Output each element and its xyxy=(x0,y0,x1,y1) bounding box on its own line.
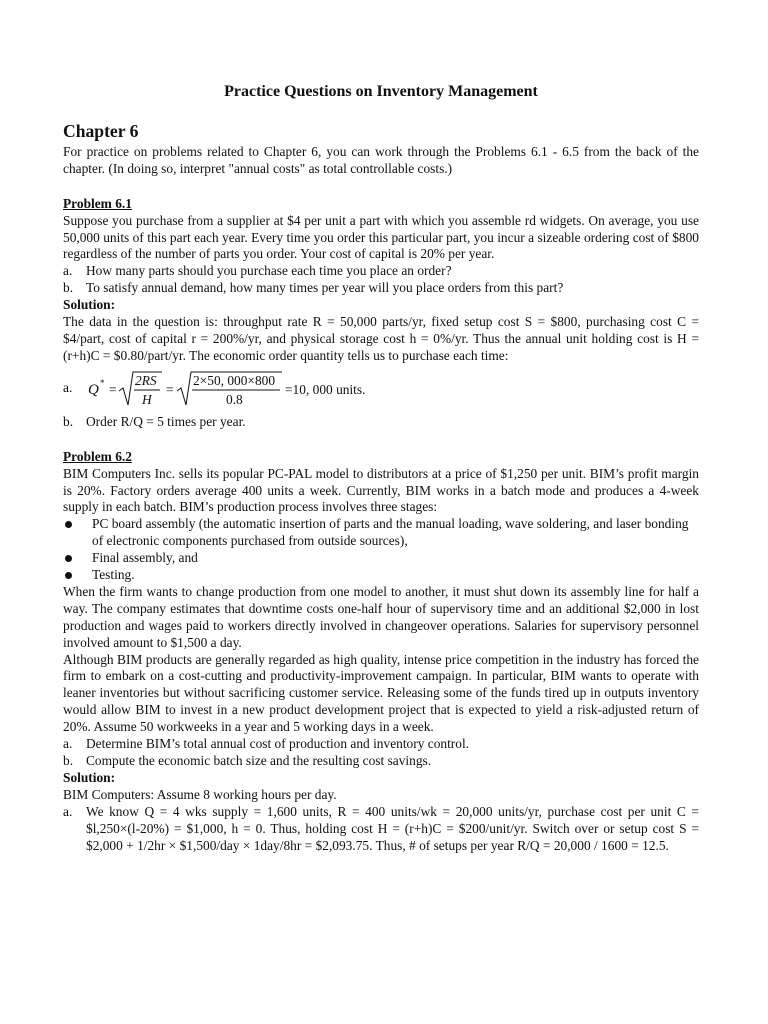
problem-6-2-heading: Problem 6.2 xyxy=(63,448,132,464)
problem-6-2-body-3: Although BIM products are generally regarded as high quality, intense price competition in the industry has forced the firm to embark on a cost-cutting and productivity-improvement campaign. In particular, BIM wants to operate with leaner inventories but without sacrificing customer service. Releasing some of the funds tired up in outputs inventory would allow BIM to invest in a new product development project that is expected to yield a risk-adjusted return of 20%. Assume 50 workweeks in a year and 5 working days in a week. xyxy=(63,651,699,735)
equals-1: = xyxy=(109,381,117,397)
solution-label: Solution: xyxy=(63,769,116,785)
item-text: We know Q = 4 wks supply = 1,600 units, R = 400 units/wk = 20,000 units/yr, purchase cost per unit C = $l,250×(l-20%) = $1,000, h = 0. Thus, holding cost H = (r+h)C = $200/unit/yr. Switch over or setup cost S = $2,000 + 1/2hr × $1,500/day × 1day/8hr = $2,093.75. Thus, # of setups per year R/Q = 20,000 / 1600 = 12.5. xyxy=(86,803,699,853)
solution-text: BIM Computers: Assume 8 working hours per day. xyxy=(63,786,337,802)
solution-a xyxy=(63,804,699,855)
bullet-dot xyxy=(63,567,92,584)
item-label: a. xyxy=(63,736,73,752)
formula-result: =10, 000 units. xyxy=(285,381,366,397)
document-title: Practice Questions on Inventory Management xyxy=(224,83,538,100)
solution-label: Solution: xyxy=(63,297,116,313)
bullet-text: Testing. xyxy=(92,567,135,583)
bullet-item xyxy=(63,550,699,567)
numerator-2: 2×50, 000×800 xyxy=(193,372,276,388)
item-text: Compute the economic batch size and the resulting cost savings. xyxy=(86,753,432,768)
item-label: b. xyxy=(63,280,74,296)
question-a xyxy=(63,263,699,280)
chapter-heading: Chapter 6 xyxy=(63,120,139,141)
problem-6-2-body-1: BIM Computers Inc. sells its popular PC-PAL model to distributors at a price of $1,250 per unit. BIM’s profit margin is 20%. Factory orders average 400 units a week. Currently, BIM works in a batch mode and produces a 4-week supply in each batch. BIM’s production process involves three stages: xyxy=(63,465,699,515)
eoq-equation xyxy=(86,367,416,411)
formula-label: a. xyxy=(63,380,73,396)
document-page xyxy=(63,84,699,854)
item-text: Determine BIM’s total annual cost of production and inventory control. xyxy=(86,736,470,752)
problem-6-2-body-2: When the firm wants to change production from one model to another, it must shut down its assembly line for half a way. The company estimates that downtime costs one-half hour of supervisory time and an additional $2,000 in lost production and wages paid to workers directly involved in changeover operations. Salaries for supervisory personnel involved amount to $1,500 a day. xyxy=(63,583,699,650)
item-text: Order R/Q = 5 times per year. xyxy=(86,413,246,429)
chapter-intro: For practice on problems related to Chapter 6, you can work through the Problems 6.1 - 6.5 from the back of the chapter. (In doing so, interpret "annual costs" as total controllable costs.) xyxy=(63,143,699,176)
bullet-item xyxy=(63,516,699,550)
numerator-1: 2RS xyxy=(135,372,157,388)
question-b xyxy=(63,280,699,297)
solution-text: The data in the question is: throughput rate R = 50,000 parts/yr, fixed setup cost S = $800, purchasing cost C = $4/part, cost of capital r = 200%/yr, and physical storage cost h = 0%/yr. Thus the annual unit holding cost is H = (r+h)C = $0.80/part/yr. The economic order quantity tells us to purchase each time: xyxy=(63,314,699,363)
item-label: b. xyxy=(63,413,74,429)
item-label: a. xyxy=(63,803,73,819)
denominator-2: 0.8 xyxy=(226,391,243,407)
bullet-text: PC board assembly (the automatic insertion of parts and the manual loading, wave soldering, and laser bonding of electronic components purchased from outside sources), xyxy=(92,516,689,549)
question-a xyxy=(63,736,699,753)
q-star: * xyxy=(100,377,105,388)
item-label: a. xyxy=(63,263,73,279)
bullet-dot xyxy=(63,516,92,550)
problem-6-1-heading: Problem 6.1 xyxy=(63,195,132,211)
q-symbol: Q xyxy=(88,381,99,398)
item-text: How many parts should you purchase each time you place an order? xyxy=(86,263,452,279)
denominator-1: H xyxy=(142,391,152,407)
bullet-item xyxy=(63,567,699,584)
item-label: b. xyxy=(63,753,74,768)
eoq-formula xyxy=(63,367,699,411)
bullet-text: Final assembly, and xyxy=(92,550,198,566)
answer-b xyxy=(63,414,699,431)
item-text: To satisfy annual demand, how many times per year will you place orders from this part? xyxy=(86,280,564,296)
problem-6-1-body: Suppose you purchase from a supplier at $4 per unit a part with which you assemble rd widgets. On average, you use 50,000 units of this part each year. Every time you order this particular part, you incur a sizeable ordering cost of $800 regardless of the number of parts you order. Your cost of capital is 20% per year. xyxy=(63,212,699,262)
bullet-dot xyxy=(63,550,92,567)
equals-2: = xyxy=(166,381,174,397)
question-b xyxy=(63,753,699,770)
